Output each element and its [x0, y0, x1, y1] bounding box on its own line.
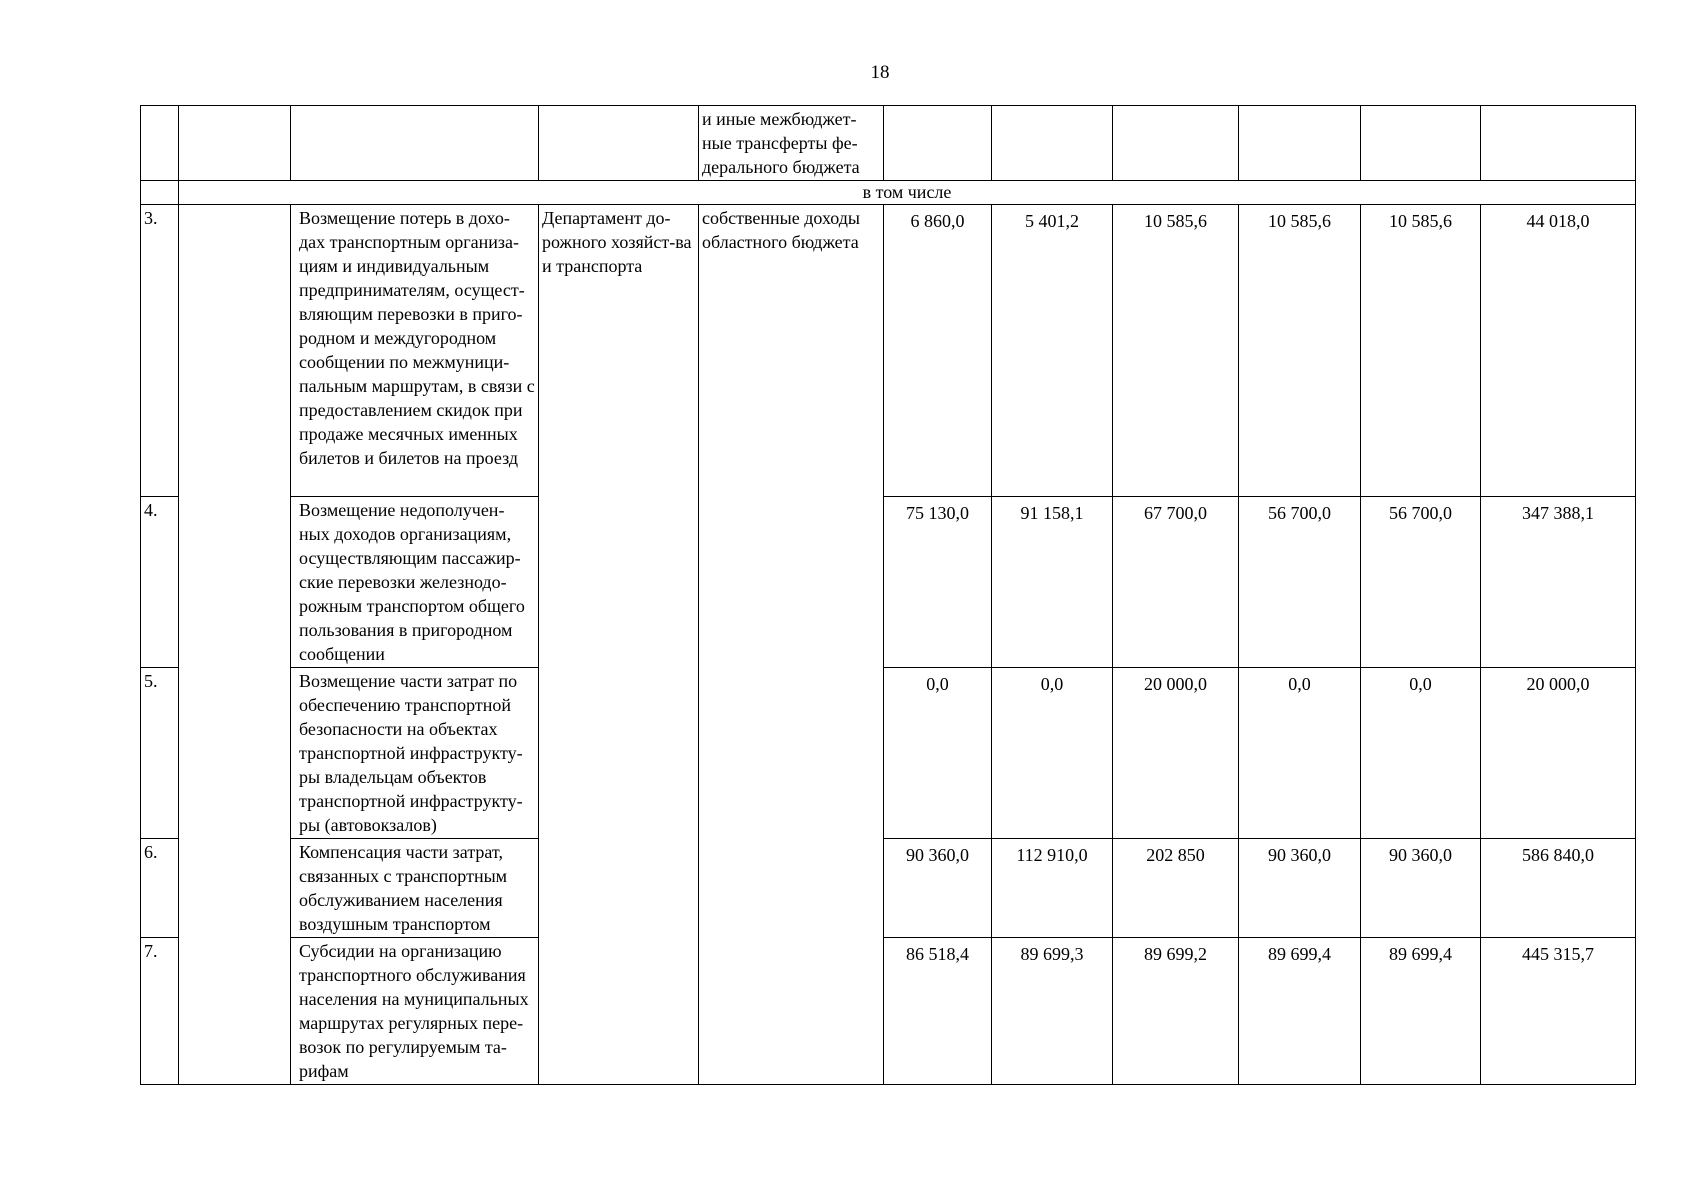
value-year-3: 89 699,2 — [1113, 938, 1239, 1085]
value-year-1: 86 518,4 — [884, 938, 992, 1085]
row-description: Возмещение недополучен-ных доходов организациям, осуществляющим пассажир-ские перевозки железнодо-рожным транспортом общего пользования в пригородном сообщении — [291, 497, 539, 668]
value-year-3: 202 850 — [1113, 839, 1239, 938]
value-year-1: 0,0 — [884, 668, 992, 839]
table-header-row — [141, 106, 1636, 181]
header-cell-year-3 — [1113, 106, 1239, 181]
table-row — [141, 839, 1636, 938]
value-total: 44 018,0 — [1481, 205, 1636, 497]
value-total: 20 000,0 — [1481, 668, 1636, 839]
value-year-4: 56 700,0 — [1239, 497, 1361, 668]
row-description: Компенсация части затрат, связанных с транспортным обслуживанием населения воздушным транспортом — [291, 839, 539, 938]
value-year-2: 0,0 — [992, 668, 1113, 839]
value-year-5: 89 699,4 — [1361, 938, 1481, 1085]
value-year-3: 67 700,0 — [1113, 497, 1239, 668]
row-number: 6. — [141, 839, 179, 938]
budget-table — [140, 105, 1636, 1085]
value-year-5: 90 360,0 — [1361, 839, 1481, 938]
value-total: 445 315,7 — [1481, 938, 1636, 1085]
value-year-2: 5 401,2 — [992, 205, 1113, 497]
row-description: Субсидии на организацию транспортного обслуживания населения на муниципальных маршрутах регулярных пере-возок по регулируемым та-рифам — [291, 938, 539, 1085]
value-year-3: 20 000,0 — [1113, 668, 1239, 839]
header-cell-year-5 — [1361, 106, 1481, 181]
header-cell-year-2 — [992, 106, 1113, 181]
value-year-5: 10 585,6 — [1361, 205, 1481, 497]
table-row — [141, 497, 1636, 668]
row-description: Возмещение части затрат по обеспечению транспортной безопасности на объектах транспортной инфраструкту-ры владельцам объектов транспортной инфраструкту-ры (автовокзалов) — [291, 668, 539, 839]
header-cell-description — [291, 106, 539, 181]
value-year-1: 75 130,0 — [884, 497, 992, 668]
span-row — [141, 181, 1636, 205]
header-cell-no — [141, 106, 179, 181]
row-number: 7. — [141, 938, 179, 1085]
value-year-2: 112 910,0 — [992, 839, 1113, 938]
table-row — [141, 205, 1636, 497]
span-row-no-cell — [141, 181, 179, 205]
header-cell-code — [179, 106, 291, 181]
row-number: 3. — [141, 205, 179, 497]
table-row — [141, 938, 1636, 1085]
value-year-1: 6 860,0 — [884, 205, 992, 497]
value-year-1: 90 360,0 — [884, 839, 992, 938]
responsible-cell: Департамент до-рожного хозяйст-ва и транспорта — [539, 205, 699, 1085]
value-year-4: 89 699,4 — [1239, 938, 1361, 1085]
code-cell — [179, 205, 291, 1085]
row-number: 5. — [141, 668, 179, 839]
row-number: 4. — [141, 497, 179, 668]
row-description: Возмещение потерь в дохо-дах транспортным организа-циям и индивидуальным предпринимателям, осущест-вляющим перевозки в приго-родном и междугородном сообщении по межмуници-пальным маршрутам, в связи с предоставлением скидок при продаже месячных именных билетов и билетов на проезд — [291, 205, 539, 497]
funding-source-cell: собственные доходы областного бюджета — [699, 205, 884, 1085]
header-cell-responsible — [539, 106, 699, 181]
page-number: 18 — [870, 62, 890, 83]
value-year-2: 89 699,3 — [992, 938, 1113, 1085]
value-year-2: 91 158,1 — [992, 497, 1113, 668]
value-year-4: 0,0 — [1239, 668, 1361, 839]
value-year-5: 0,0 — [1361, 668, 1481, 839]
value-year-4: 10 585,6 — [1239, 205, 1361, 497]
value-total: 586 840,0 — [1481, 839, 1636, 938]
header-cell-source: и иные межбюджет-ные трансферты фе-дерального бюджета — [699, 106, 884, 181]
value-total: 347 388,1 — [1481, 497, 1636, 668]
value-year-3: 10 585,6 — [1113, 205, 1239, 497]
span-label: в том числе — [179, 181, 1636, 205]
header-cell-year-4 — [1239, 106, 1361, 181]
table-row — [141, 668, 1636, 839]
value-year-4: 90 360,0 — [1239, 839, 1361, 938]
header-cell-year-1 — [884, 106, 992, 181]
value-year-5: 56 700,0 — [1361, 497, 1481, 668]
header-cell-total — [1481, 106, 1636, 181]
